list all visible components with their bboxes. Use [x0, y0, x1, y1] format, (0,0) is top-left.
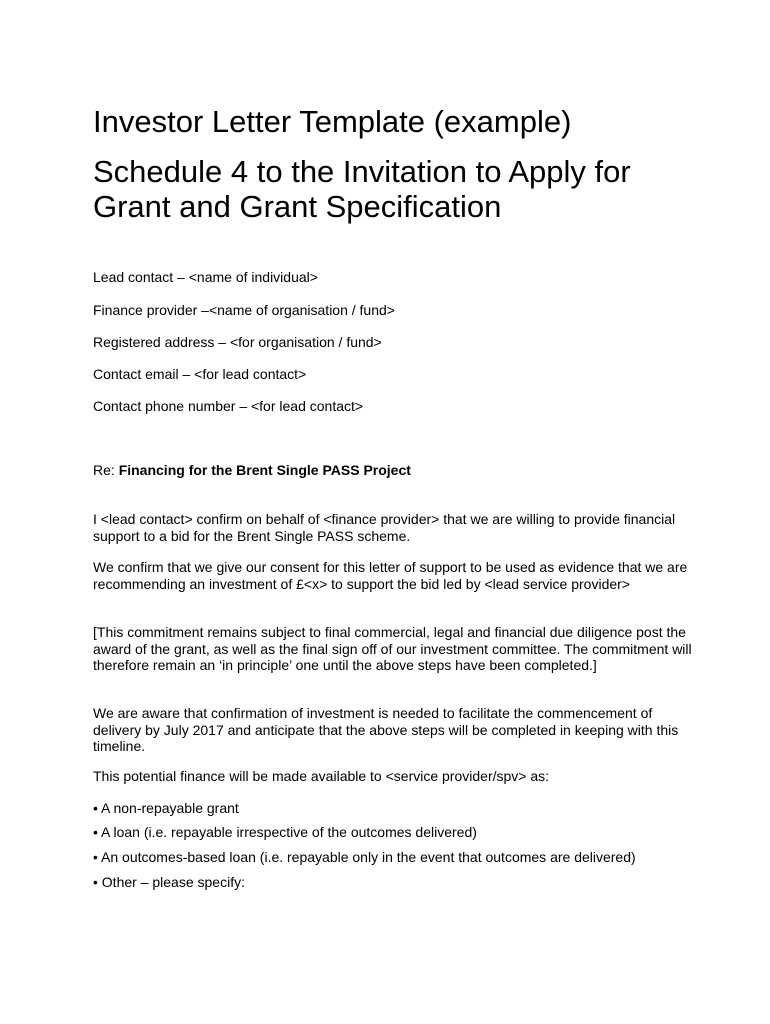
bullet-loan: • A loan (i.e. repayable irrespective of the outcomes delivered) — [93, 824, 477, 840]
field-contact-phone: Contact phone number – <for lead contact> — [93, 398, 364, 414]
field-registered-address: Registered address – <for organisation / fund> — [93, 334, 382, 350]
re-line — [93, 462, 411, 479]
field-contact-email: Contact email – <for lead contact> — [93, 366, 307, 382]
paragraph-availability: This potential finance will be made available to <service provider/spv> as: — [93, 768, 550, 784]
bullet-other: • Other – please specify: — [93, 874, 245, 890]
re-prefix: Re: — [93, 462, 119, 478]
bullet-grant: • A non-repayable grant — [93, 800, 239, 816]
paragraph-confirmation: I <lead contact> confirm on behalf of <finance provider> that we are willing to provide financial support to a bid for the Brent Single PASS scheme. — [93, 511, 676, 544]
bullet-outcomes-loan: • An outcomes-based loan (i.e. repayable only in the event that outcomes are delivered) — [93, 849, 636, 865]
paragraph-consent: We confirm that we give our consent for this letter of support to be used as evidence that we are recommending an investment of £<x> to support the bid led by <lead service provider> — [93, 559, 688, 592]
document-title: Investor Letter Template (example) — [93, 104, 572, 139]
document-subtitle: Schedule 4 to the Invitation to Apply for Grant and Grant Specification — [93, 154, 631, 224]
field-lead-contact: Lead contact – <name of individual> — [93, 269, 318, 285]
re-subject: Financing for the Brent Single PASS Project — [118, 462, 411, 478]
paragraph-timeline: We are aware that confirmation of investment is needed to facilitate the commencement of delivery by July 2017 and anticipate that the above steps will be completed in keeping with this timeline. — [93, 705, 679, 754]
paragraph-commitment: [This commitment remains subject to final commercial, legal and financial due diligence post the award of the grant, as well as the final sign off of our investment committee. The commitment will therefore remain an ‘in principle’ one until the above steps have been completed.] — [93, 624, 692, 673]
field-finance-provider: Finance provider –<name of organisation / fund> — [93, 302, 395, 318]
